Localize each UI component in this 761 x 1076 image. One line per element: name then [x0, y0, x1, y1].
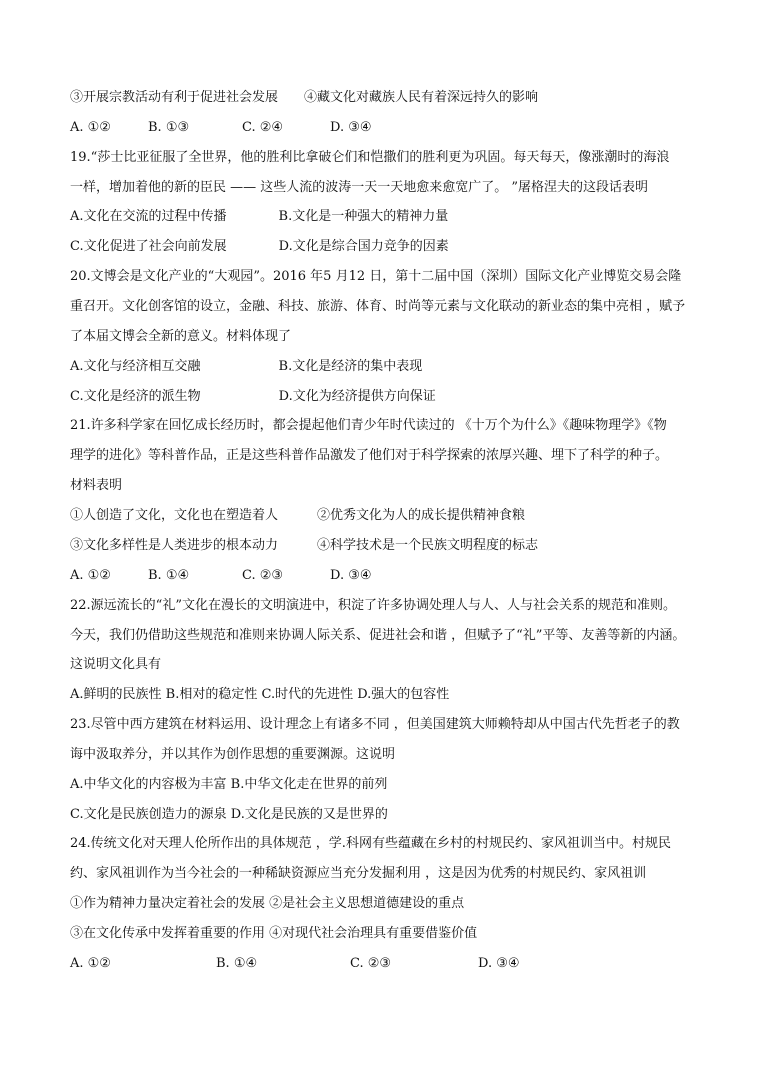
- q21-stem-line-3: 材料表明: [70, 478, 123, 493]
- q22-stem-line-2: 今天，我们仍借助这些规范和准则来协调人际关系、促进社会和谐 ，但赋予了“礼”平等、友善等新的内涵。: [70, 628, 686, 643]
- q24-statements-3-4: ③在文化传承中发挥着重要的作用 ④对现代社会治理具有重要借鉴价值: [70, 926, 478, 941]
- q22-options: A.鲜明的民族性 B.相对的稳定性 C.时代的先进性 D.强大的包容性: [70, 687, 450, 702]
- q19-stem-line-1: 19.“莎士比亚征服了全世界，他的胜利比拿破仑们和恺撒们的胜利更为巩固。每天每天，像涨潮时的海浪: [70, 150, 670, 165]
- q24-options: [70, 954, 721, 974]
- q24-stem-line-2: 约、家风祖训作为当今社会的一种稀缺资源应当充分发掘利用 ，这是因为优秀的村规民约、家风祖训: [70, 866, 647, 881]
- q18-options: [70, 118, 721, 138]
- q18-statements-3-4: ③开展宗教活动有利于促进社会发展 ④藏文化对藏族人民有着深远持久的影响: [70, 90, 539, 105]
- q21-statements-1-2: ①人创造了文化，文化也在塑造着人 ②优秀文化为人的成长提供精神食粮: [70, 508, 526, 523]
- q18-option-d: D. ③④: [330, 120, 372, 135]
- q21-options: [70, 566, 721, 586]
- q24-option-d: D. ③④: [478, 956, 520, 971]
- q24-stem-line-1: 24.传统文化对天理人伦所作出的具体规范 ，学.科网有些蕴藏在乡村的村规民约、家风祖训当中。村规民: [70, 836, 671, 851]
- q21-option-b: B. ①④: [148, 568, 190, 583]
- q19-options-ab: A.文化在交流的过程中传播 B.文化是一种强大的精神力量: [70, 209, 449, 224]
- q21-option-a: A. ①②: [70, 568, 111, 583]
- q20-options-cd: C.文化是经济的派生物 D.文化为经济提供方向保证: [70, 389, 436, 404]
- q22-stem-line-1: 22.源远流长的“礼”文化在漫长的文明演进中，积淀了许多协调处理人与人、人与社会关系的规范和准则。: [70, 598, 676, 613]
- q24-statements-1-2: ①作为精神力量决定着社会的发展 ②是社会主义思想道德建设的重点: [70, 896, 465, 911]
- q21-option-d: D. ③④: [330, 568, 372, 583]
- q24-option-a: A. ①②: [70, 956, 111, 971]
- q24-option-b: B. ①④: [216, 956, 258, 971]
- q21-stem-line-2: 理学的进化》等科普作品，正是这些科普作品激发了他们对于科学探索的浓厚兴趣、埋下了科学的种子。: [70, 448, 669, 463]
- q20-stem-line-3: 了本届文博会全新的意义。材料体现了: [70, 329, 292, 344]
- q20-stem-line-1: 20.文博会是文化产业的“大观园”。2016 年5 月12 日，第十二届中国（深圳）国际文化产业博览交易会隆: [70, 269, 682, 284]
- q18-option-b: B. ①③: [148, 120, 190, 135]
- q18-option-a: A. ①②: [70, 120, 111, 135]
- q21-stem-line-1: 21.许多科学家在回忆成长经历时，都会提起他们青少年时代读过的 《十万个为什么》《趣味物理学》《物: [70, 418, 667, 433]
- q21-statements-3-4: ③文化多样性是人类进步的根本动力 ④科学技术是一个民族文明程度的标志: [70, 538, 539, 553]
- q19-stem-line-2: 一样，增加着他的新的臣民 —— 这些人流的波涛一天一天地愈来愈宽广了。 ”屠格涅夫的这段话表明: [70, 180, 649, 195]
- q18-option-c: C. ②④: [242, 120, 284, 135]
- q23-options-ab: A.中华文化的内容极为丰富 B.中华文化走在世界的前列: [70, 777, 388, 792]
- q20-stem-line-2: 重召开。文化创客馆的设立，金融、科技、旅游、体育、时尚等元素与文化联动的新业态的集中亮相 ，赋予: [70, 299, 686, 314]
- q22-stem-line-3: 这说明文化具有: [70, 657, 162, 672]
- q23-stem-line-2: 诲中汲取养分，并以其作为创作思想的重要渊源。这说明: [70, 747, 396, 762]
- q24-option-c: C. ②③: [350, 956, 392, 971]
- q21-option-c: C. ②③: [242, 568, 284, 583]
- q19-options-cd: C.文化促进了社会向前发展 D.文化是综合国力竞争的因素: [70, 239, 449, 254]
- q23-options-cd: C.文化是民族创造力的源泉 D.文化是民族的又是世界的: [70, 807, 388, 822]
- q20-options-ab: A.文化与经济相互交融 B.文化是经济的集中表现: [70, 359, 423, 374]
- q23-stem-line-1: 23.尽管中西方建筑在材料运用、设计理念上有诸多不同 ，但美国建筑大师赖特却从中国古代先哲老子的教: [70, 717, 680, 732]
